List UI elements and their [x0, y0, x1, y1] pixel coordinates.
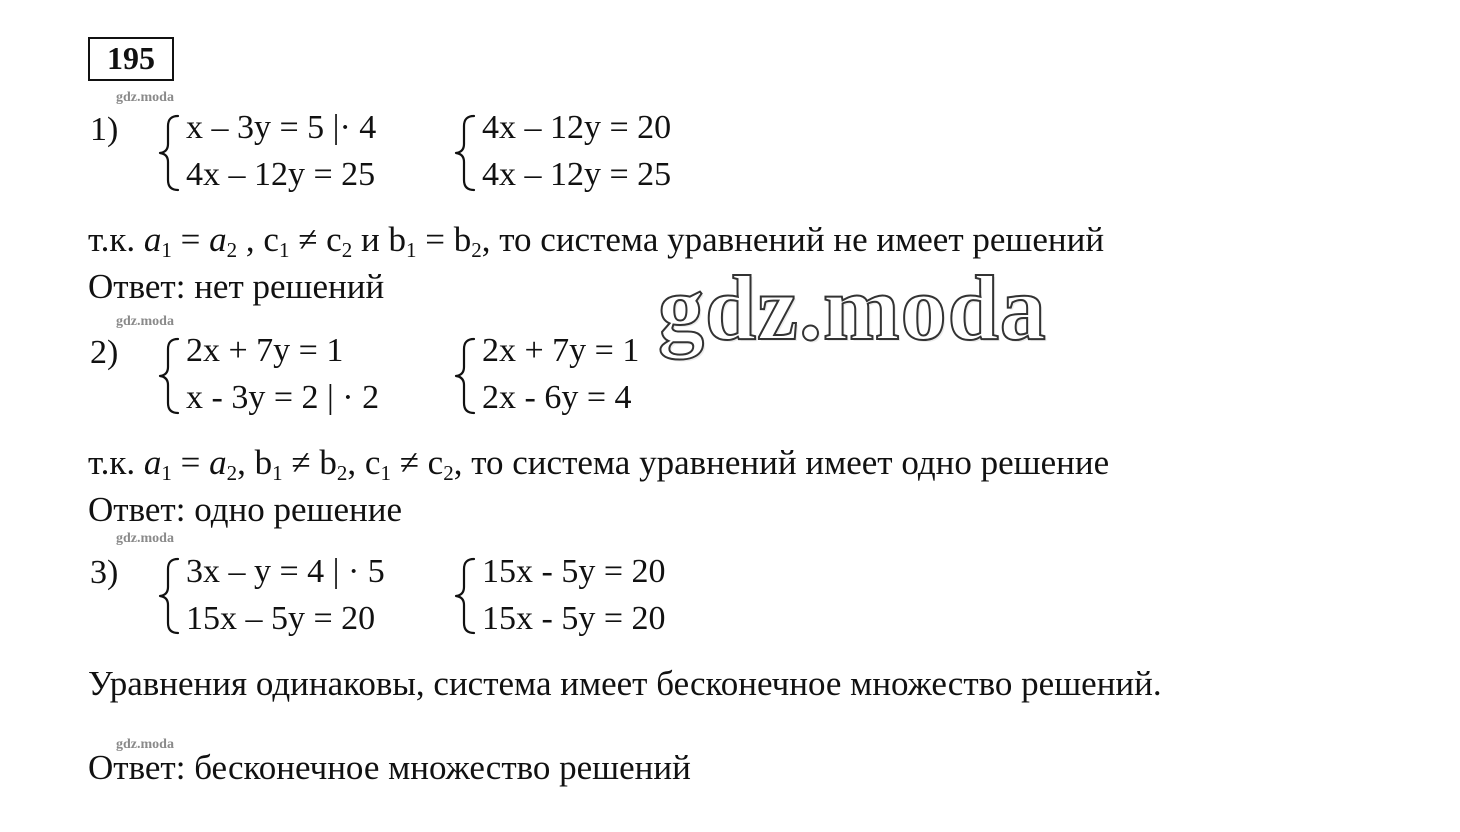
- part3-right-brace: [450, 553, 480, 639]
- part2-reason-prefix: т.к.: [88, 443, 136, 482]
- part1-reason: т.к. $a_1 = a_2$ , $c_1 \ne c_2$ и $b_1 = b_2$, то система уравнений не имеет решений: [88, 220, 1105, 262]
- part3-conclusion: Уравнения одинаковы, система имеет бесконечное множество решений.: [88, 664, 1162, 703]
- part2-left-eq2: x - 3y = 2 | · 2: [186, 379, 380, 416]
- part1-left-brace: [154, 110, 184, 196]
- part3-left-eq2: 15x – 5y = 20: [186, 600, 376, 637]
- part1-reason-tail: , то система уравнений не имеет решений: [481, 220, 1105, 259]
- part2-right-eq2: 2x - 6y = 4: [482, 379, 632, 416]
- part3-left-eq1: 3x – y = 4 | · 5: [186, 553, 385, 590]
- part3-label: 3): [90, 554, 119, 591]
- part1-answer: Ответ: нет решений: [88, 267, 385, 306]
- part1-right-brace: [450, 110, 480, 196]
- problem-number-badge: 195: [88, 37, 174, 81]
- part1-reason-prefix: т.к.: [88, 220, 136, 259]
- watermark-small-3: gdz.moda: [116, 531, 174, 546]
- part3-left-brace: [154, 553, 184, 639]
- part3-right-eq1: 15x - 5y = 20: [482, 553, 666, 590]
- part3-answer: Ответ: бесконечное множество решений: [88, 748, 691, 787]
- part1-label: 1): [90, 111, 119, 148]
- part2-answer: Ответ: одно решение: [88, 490, 402, 529]
- part2-left-eq1: 2x + 7y = 1: [186, 332, 344, 369]
- watermark-small-4: gdz.moda: [116, 737, 174, 752]
- part2-left-brace: [154, 333, 184, 419]
- part1-left-eq1: x – 3y = 5 |· 4: [186, 109, 377, 146]
- part1-right-eq1: 4x – 12y = 20: [482, 109, 672, 146]
- watermark-large: gdz.moda: [658, 257, 1047, 359]
- part2-label: 2): [90, 334, 119, 371]
- watermark-small-1: gdz.moda: [116, 90, 174, 105]
- part1-right-eq2: 4x – 12y = 25: [482, 156, 672, 193]
- part3-right-eq2: 15x - 5y = 20: [482, 600, 666, 637]
- watermark-small-2: gdz.moda: [116, 314, 174, 329]
- part2-reason: т.к. $a_1 = a_2$, $b_1 \ne b_2$, $c_1 \ne c_2$, то система уравнений имеет одно решение: [88, 443, 1110, 485]
- part2-right-brace: [450, 333, 480, 419]
- part2-reason-tail: , то система уравнений имеет одно решение: [453, 443, 1110, 482]
- part2-right-eq1: 2x + 7y = 1: [482, 332, 640, 369]
- part1-left-eq2: 4x – 12y = 25: [186, 156, 376, 193]
